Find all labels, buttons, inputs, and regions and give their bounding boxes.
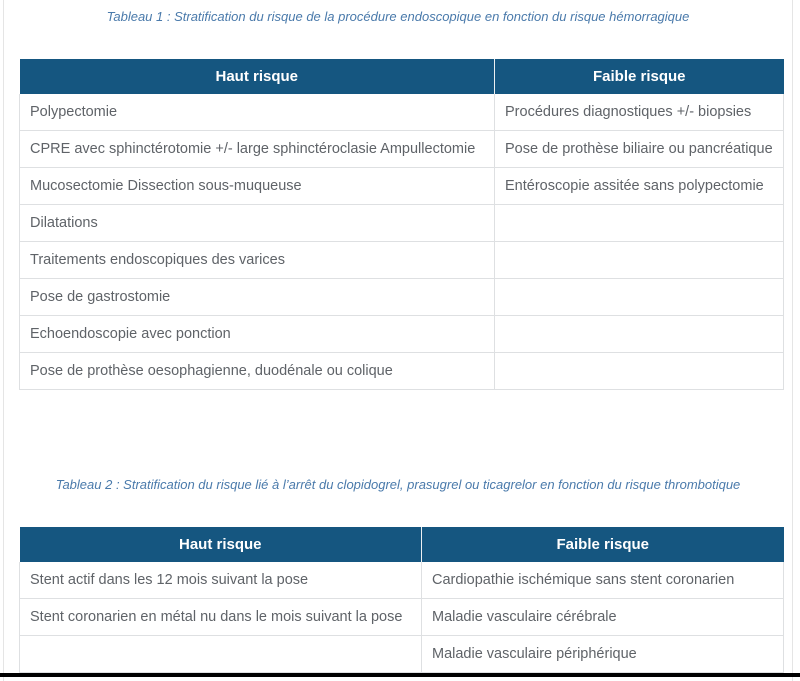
table-cell: Procédures diagnostiques +/- biopsies (495, 94, 784, 131)
table-1-caption: Tableau 1 : Stratification du risque de la procédure endoscopique en fonction du risque hémorragique (106, 9, 690, 24)
table-cell (20, 636, 422, 673)
column-header: Haut risque (20, 527, 422, 562)
table-row (20, 316, 784, 353)
table-row (20, 242, 784, 279)
table-body (20, 562, 784, 673)
table-2-caption: Tableau 2 : Stratification du risque lié à l’arrêt du clopidogrel, prasugrel ou ticagrelor en fonction du risque thrombotique (55, 477, 741, 492)
table-header (20, 59, 784, 94)
header-row (20, 527, 784, 562)
table-cell: Pose de gastrostomie (20, 279, 495, 316)
table-cell: Stent actif dans les 12 mois suivant la pose (20, 562, 422, 599)
table-row (20, 94, 784, 131)
table-header (20, 527, 784, 562)
table-cell: Polypectomie (20, 94, 495, 131)
table-cell: Dilatations (20, 205, 495, 242)
table-row (20, 168, 784, 205)
table-cell: Entéroscopie assitée sans polypectomie (495, 168, 784, 205)
table-cell (495, 316, 784, 353)
window-bottom-edge (0, 673, 800, 677)
table-cell (495, 279, 784, 316)
table-cell: Mucosectomie Dissection sous-muqueuse (20, 168, 495, 205)
table-row (20, 279, 784, 316)
table-cell (495, 242, 784, 279)
table-cell: Traitements endoscopiques des varices (20, 242, 495, 279)
table-row (20, 562, 784, 599)
column-header: Haut risque (20, 59, 495, 94)
column-header: Faible risque (495, 59, 784, 94)
table-row (20, 131, 784, 168)
document-page (3, 0, 793, 681)
table-cell: Pose de prothèse oesophagienne, duodénale ou colique (20, 353, 495, 390)
table-cell: Pose de prothèse biliaire ou pancréatique (495, 131, 784, 168)
endoscopic-risk-table (19, 59, 784, 390)
table-row (20, 205, 784, 242)
thrombotic-risk-table (19, 527, 784, 673)
column-header: Faible risque (422, 527, 784, 562)
table-cell (495, 353, 784, 390)
table-cell: Cardiopathie ischémique sans stent coronarien (422, 562, 784, 599)
table-cell: Echoendoscopie avec ponction (20, 316, 495, 353)
header-row (20, 59, 784, 94)
table-cell: CPRE avec sphinctérotomie +/- large sphinctéroclasie Ampullectomie (20, 131, 495, 168)
table-row (20, 599, 784, 636)
table-row (20, 353, 784, 390)
table-cell: Maladie vasculaire cérébrale (422, 599, 784, 636)
table-body (20, 94, 784, 390)
table-row (20, 636, 784, 673)
table-cell: Stent coronarien en métal nu dans le mois suivant la pose (20, 599, 422, 636)
table-cell (495, 205, 784, 242)
table-cell: Maladie vasculaire périphérique (422, 636, 784, 673)
